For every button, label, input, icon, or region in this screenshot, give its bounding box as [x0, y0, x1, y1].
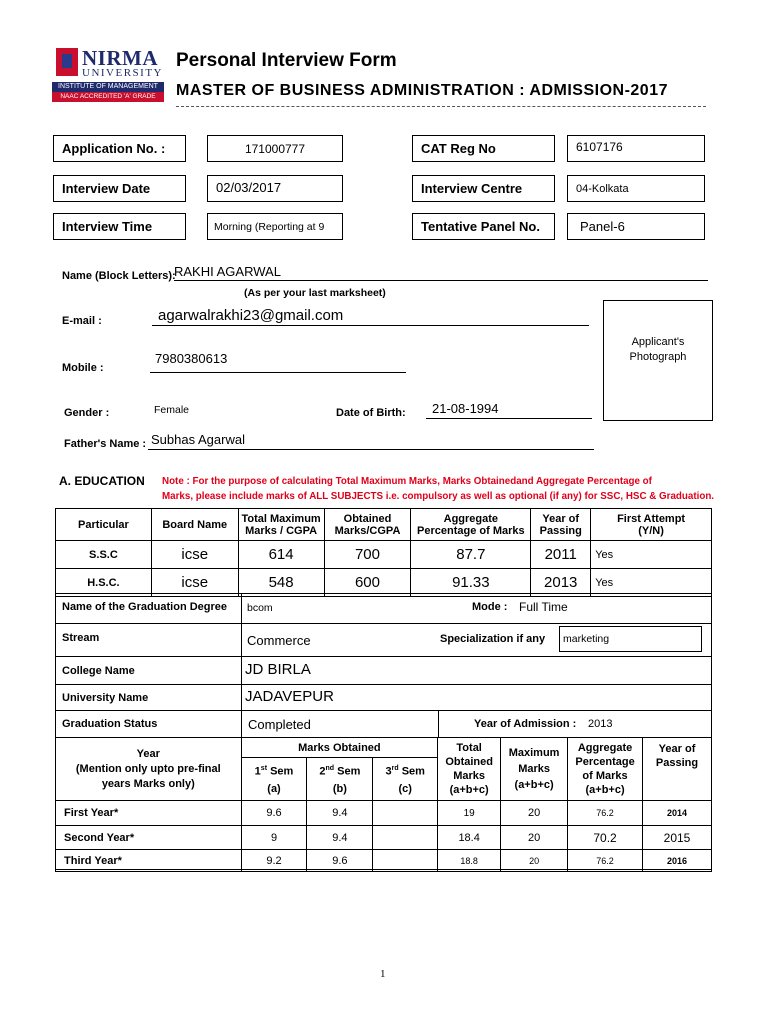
sem3-text: Sem: [398, 765, 425, 778]
grad-row-yop[interactable]: 2016: [643, 850, 712, 872]
name-underline[interactable]: [174, 280, 708, 281]
row-year[interactable]: 2013: [531, 569, 591, 597]
panel-field[interactable]: Panel-6: [567, 213, 705, 240]
grad-row-s2[interactable]: 9.4: [307, 801, 373, 826]
col-attempt: [591, 509, 712, 541]
row-aggregate[interactable]: 91.33: [411, 569, 531, 597]
form-title: Personal Interview Form: [176, 50, 397, 71]
logo-university: UNIVERSITY: [82, 67, 163, 79]
interview-date-field[interactable]: 02/03/2017: [207, 175, 343, 202]
interview-time-field[interactable]: Morning (Reporting at 9: [207, 213, 343, 240]
dob-underline[interactable]: [426, 418, 592, 419]
row-total-max[interactable]: 548: [238, 569, 324, 597]
sem3-sup: rd: [391, 765, 399, 773]
mobile-value: 7980380613: [155, 351, 228, 366]
grad-row-yop[interactable]: 2015: [643, 826, 712, 850]
grad-row-total[interactable]: 18.8: [438, 850, 501, 872]
sem2-text: Sem: [334, 765, 361, 778]
name-value: RAKHI AGARWAL: [174, 264, 281, 279]
note-line-1: Note : For the purpose of calculating Total Maximum Marks, Marks Obtainedand Aggregate Percentage of: [162, 476, 652, 487]
sem1-code: (a): [267, 782, 281, 795]
logo-naac: NAAC ACCREDITED 'A' GRADE: [52, 92, 164, 102]
col-marks-obtained: Marks Obtained: [241, 738, 438, 758]
col-particular: Particular: [56, 509, 152, 541]
email-value: agarwalrakhi23@gmail.com: [158, 307, 344, 324]
col-maximum: [501, 738, 568, 801]
photograph-box[interactable]: [603, 300, 713, 421]
grad-year-h3: years Marks only): [101, 777, 195, 790]
father-underline[interactable]: [148, 449, 594, 450]
cat-reg-field[interactable]: 6107176: [567, 135, 705, 162]
grad-row-s1[interactable]: 9: [241, 826, 307, 850]
application-no-field[interactable]: 171000777: [207, 135, 343, 162]
row-board[interactable]: icse: [151, 569, 238, 597]
col-year-1: Year of: [542, 512, 580, 525]
col-obtained-2: Marks/CGPA: [334, 524, 401, 537]
cat-reg-label: CAT Reg No: [412, 135, 555, 162]
admission-value[interactable]: 2013: [588, 718, 613, 730]
max-h1: Maximum: [508, 747, 560, 759]
row-attempt[interactable]: Yes: [591, 569, 712, 597]
table-row: [56, 826, 712, 850]
grad-year-h2: (Mention only upto pre-final: [75, 762, 221, 775]
row-board[interactable]: icse: [151, 541, 238, 569]
agg-h1: Aggregate: [577, 742, 633, 754]
total-h3: Marks: [453, 770, 486, 782]
col-attempt-1: First Attempt: [617, 512, 686, 525]
education-heading: A. EDUCATION: [59, 474, 145, 488]
grad-row-s1[interactable]: 9.2: [241, 850, 307, 872]
admission-label: Year of Admission :: [474, 718, 577, 730]
col-board: Board Name: [151, 509, 238, 541]
sem3-code: (c): [398, 782, 412, 795]
sem1-num: 1: [254, 765, 261, 778]
nirma-logo: [52, 44, 164, 102]
specialization-field[interactable]: marketing: [559, 626, 702, 652]
col-attempt-2: (Y/N): [638, 524, 664, 537]
max-h3: (a+b+c): [514, 779, 554, 791]
header-divider: [176, 106, 706, 107]
col-sem-3: [373, 758, 438, 801]
mode-value[interactable]: Full Time: [519, 600, 568, 614]
col-aggregate-1: Aggregate: [443, 512, 499, 525]
application-no-label: Application No. :: [53, 135, 186, 162]
grad-row-year: Second Year*: [56, 826, 242, 850]
father-value: Subhas Agarwal: [151, 432, 245, 447]
grad-row-total[interactable]: 18.4: [438, 826, 501, 850]
mobile-label: Mobile :: [62, 362, 104, 374]
specialization-label: Specialization if any: [440, 633, 546, 645]
gender-label: Gender :: [64, 407, 110, 419]
stream-label: Stream: [62, 632, 100, 644]
crest-icon: [56, 48, 78, 76]
agg-h4: (a+b+c): [585, 784, 625, 796]
yop-h1: Year of: [658, 743, 696, 755]
col-grad-year-passing: [643, 738, 712, 801]
logo-institute: INSTITUTE OF MANAGEMENT: [52, 82, 164, 92]
total-h4: (a+b+c): [449, 784, 489, 796]
row-attempt[interactable]: Yes: [591, 541, 712, 569]
panel-label: Tentative Panel No.: [412, 213, 555, 240]
col-total-max-2: Marks / CGPA: [245, 524, 318, 537]
col-obtained: [324, 509, 411, 541]
father-label: Father's Name :: [64, 438, 147, 450]
degree-value[interactable]: bcom: [247, 602, 273, 614]
grad-row-agg[interactable]: 70.2: [568, 826, 643, 850]
college-label: College Name: [62, 665, 135, 677]
gender-value: Female: [154, 404, 190, 416]
sem2-sup: nd: [325, 765, 335, 773]
stream-value[interactable]: Commerce: [247, 633, 311, 648]
agg-h3: of Marks: [582, 770, 628, 782]
grad-row-agg[interactable]: 76.2: [568, 801, 643, 826]
grad-row-yop[interactable]: 2014: [643, 801, 712, 826]
sem3-num: 3: [385, 765, 392, 778]
table-row: [56, 801, 712, 826]
grad-row-s3[interactable]: [373, 826, 438, 850]
row-particular: S.S.C: [56, 541, 152, 569]
grad-row-s3[interactable]: [373, 850, 438, 872]
mode-label: Mode :: [472, 601, 508, 613]
grad-row-s2[interactable]: 9.6: [307, 850, 373, 872]
col-grad-year: [56, 738, 242, 801]
interview-centre-field[interactable]: 04-Kolkata: [567, 175, 705, 202]
education-header-row: [56, 509, 712, 541]
col-total-max: [238, 509, 324, 541]
col-sem-2: [307, 758, 373, 801]
sem1-text: Sem: [267, 765, 294, 778]
col-total-obtained: [438, 738, 501, 801]
graduation-marks-table: [55, 737, 712, 872]
col-year-2: Passing: [539, 524, 582, 537]
agg-h2: Percentage: [575, 756, 635, 768]
max-h2: Marks: [518, 763, 550, 775]
interview-centre-label: Interview Centre: [412, 175, 555, 202]
grad-row-s1[interactable]: 9.6: [241, 801, 307, 826]
col-sem-1: [241, 758, 307, 801]
grad-row-s2[interactable]: 9.4: [307, 826, 373, 850]
total-h1: Total: [456, 742, 482, 754]
name-hint: (As per your last marksheet): [244, 287, 386, 299]
grad-row-max[interactable]: 20: [501, 801, 568, 826]
yop-h2: Passing: [655, 757, 699, 769]
page-number: 1: [380, 968, 386, 980]
dob-value: 21-08-1994: [432, 401, 499, 416]
education-table: [55, 508, 712, 597]
name-label: Name (Block Letters):: [62, 270, 176, 282]
row-year[interactable]: 2011: [531, 541, 591, 569]
sem2-code: (b): [332, 782, 347, 795]
col-obtained-1: Obtained: [343, 512, 392, 525]
row-particular: H.S.C.: [56, 569, 152, 597]
sem1-sup: st: [260, 765, 268, 773]
dob-label: Date of Birth:: [336, 407, 406, 419]
table-row: [56, 850, 712, 872]
status-label: Graduation Status: [62, 718, 158, 730]
table-row: [56, 541, 712, 569]
photo-label-2: Photograph: [629, 351, 687, 363]
grad-row-year: Third Year*: [56, 850, 242, 872]
university-label: University Name: [62, 692, 149, 704]
interview-time-label: Interview Time: [53, 213, 186, 240]
row-total-max[interactable]: 614: [238, 541, 324, 569]
col-grad-aggregate: [568, 738, 643, 801]
photo-label-1: Applicant's: [631, 336, 685, 348]
grad-row-max[interactable]: 20: [501, 850, 568, 872]
col-total-max-1: Total Maximum: [241, 512, 321, 525]
education-note: [162, 474, 722, 504]
mobile-underline[interactable]: [150, 372, 406, 373]
status-value[interactable]: Completed: [248, 717, 311, 732]
college-value[interactable]: JD BIRLA: [245, 661, 311, 678]
grad-row-year: First Year*: [56, 801, 242, 826]
university-value[interactable]: JADAVEPUR: [245, 688, 334, 705]
grad-year-h1: Year: [136, 747, 160, 760]
grad-row-agg[interactable]: 76.2: [568, 850, 643, 872]
col-aggregate-2: Percentage of Marks: [417, 524, 525, 537]
logo-name: NIRMA: [82, 46, 158, 70]
sem2-num: 2: [319, 765, 326, 778]
row-obtained[interactable]: 700: [324, 541, 411, 569]
degree-label: Name of the Graduation Degree: [62, 601, 228, 613]
grad-row-s3[interactable]: [373, 801, 438, 826]
interview-date-label: Interview Date: [53, 175, 186, 202]
col-aggregate: [411, 509, 531, 541]
row-obtained[interactable]: 600: [324, 569, 411, 597]
marks-header-row-1: [56, 738, 712, 758]
total-h2: Obtained: [445, 756, 493, 768]
grad-row-total[interactable]: 19: [438, 801, 501, 826]
col-year: [531, 509, 591, 541]
row-aggregate[interactable]: 87.7: [411, 541, 531, 569]
note-line-2: Marks, please include marks of ALL SUBJECTS i.e. compulsory as well as optional (if any) for SSC, HSC & Graduation.: [162, 491, 715, 502]
email-label: E-mail :: [62, 315, 102, 327]
form-subtitle: MASTER OF BUSINESS ADMINISTRATION : ADMISSION-2017: [176, 82, 668, 99]
grad-row-max[interactable]: 20: [501, 826, 568, 850]
email-underline[interactable]: [152, 325, 589, 326]
